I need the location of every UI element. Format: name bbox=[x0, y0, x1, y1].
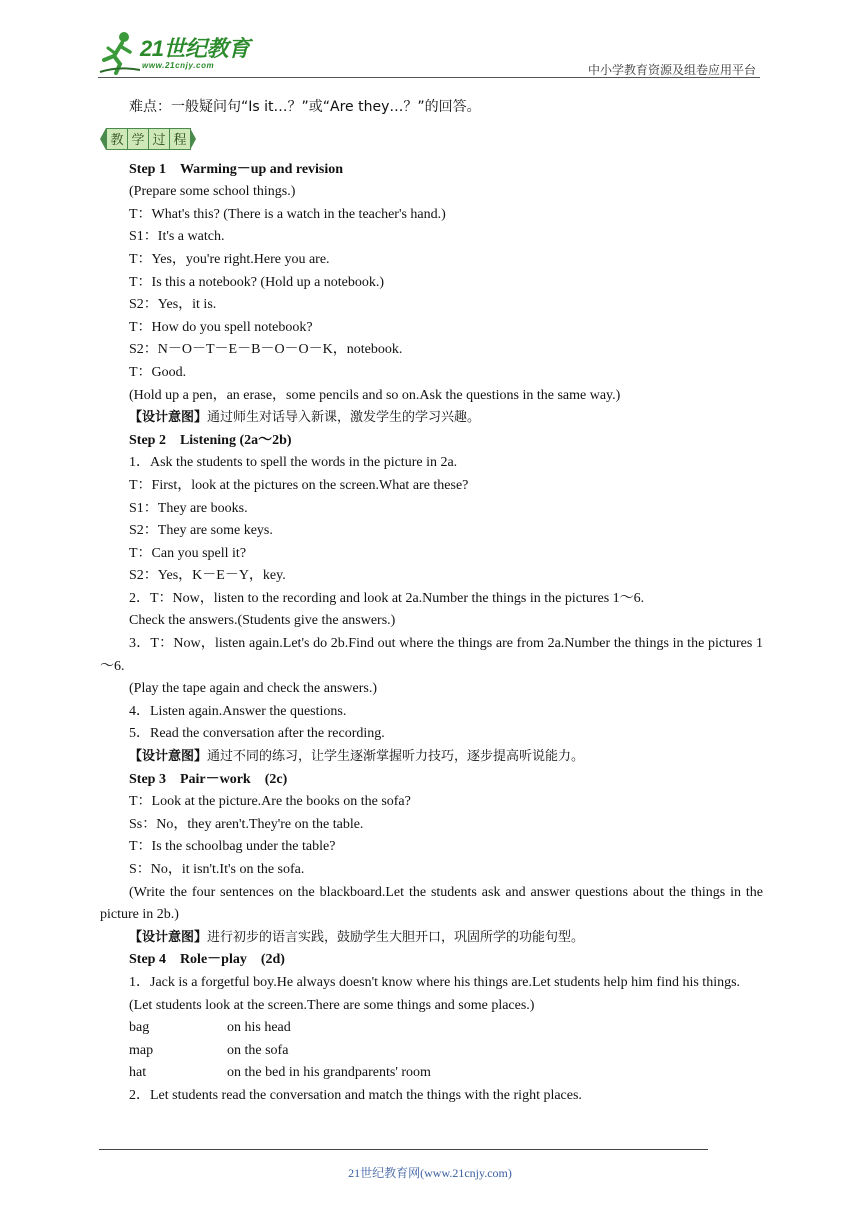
text-line: T：Look at the picture.Are the books on the sofa? bbox=[129, 794, 411, 810]
match-thing: bag bbox=[129, 1020, 150, 1036]
text-line: T：What's this? (There is a watch in the teacher's hand.) bbox=[129, 206, 446, 222]
footer-text[interactable]: 21世纪教育网(www.21cnjy.com) bbox=[348, 1166, 512, 1180]
step-heading: Step 1 Warming－up and revision bbox=[129, 161, 344, 177]
intent-label: 【设计意图】 bbox=[129, 410, 208, 426]
text-line: S：No，it isn't.It's on the sofa. bbox=[129, 862, 305, 877]
text-line: T：Good. bbox=[129, 364, 187, 380]
match-place: on his head bbox=[227, 1020, 291, 1036]
tag-char: 程 bbox=[169, 128, 191, 150]
platform-name: 中小学教育资源及组卷应用平台 bbox=[587, 63, 756, 77]
text-line: T：Is the schoolbag under the table? bbox=[129, 839, 336, 855]
text-line: 2．T：Now，listen to the recording and look at 2a.Number the things in the pictures 1～6. bbox=[129, 590, 645, 606]
logo-url: www.21cnjy.com bbox=[142, 61, 215, 70]
tag-right-arrow-icon bbox=[190, 128, 196, 150]
step-heading: Step 4 Role－play (2d) bbox=[129, 952, 285, 968]
text-line: T：Yes，you're right.Here you are. bbox=[129, 251, 330, 267]
text-line: T：Can you spell it? bbox=[129, 545, 247, 561]
tag-char: 教 bbox=[106, 128, 128, 150]
document-body bbox=[100, 96, 763, 1108]
text-line: S2：N－O－T－E－B－O－O－K，notebook. bbox=[129, 342, 403, 358]
runner-logo-icon bbox=[96, 30, 142, 76]
footer-divider bbox=[99, 1149, 708, 1150]
text-line: Check the answers.(Students give the answers.) bbox=[129, 613, 396, 629]
text-line: 3．T：Now，listen again.Let's do 2b.Find out where the things are from 2a.Number the things in the pictures 1～6. bbox=[100, 636, 763, 674]
text-line: T：How do you spell notebook? bbox=[129, 319, 313, 335]
text-line: S2：Yes，it is. bbox=[129, 297, 217, 313]
text-line: (Write the four sentences on the blackboard.Let the students ask and answer questions about the things in the picture in 2b.) bbox=[100, 884, 763, 923]
difficulty-line: 难点：一般疑问句“Is it…？”或“Are they…？”的回答。 bbox=[129, 99, 481, 115]
text-line: S1：It's a watch. bbox=[129, 229, 225, 245]
text-line: 1．Ask the students to spell the words in the picture in 2a. bbox=[129, 455, 458, 471]
text-line: S2：Yes，K－E－Y，key. bbox=[129, 568, 286, 584]
design-intent-line bbox=[100, 407, 763, 430]
intent-text: 通过师生对话导入新课，激发学生的学习兴趣。 bbox=[207, 410, 481, 426]
tag-char: 学 bbox=[127, 128, 149, 150]
site-logo[interactable] bbox=[96, 30, 266, 76]
match-table bbox=[100, 1017, 763, 1085]
text-line: 5．Read the conversation after the recording. bbox=[129, 726, 385, 742]
intent-text: 通过不同的练习，让学生逐渐掌握听力技巧，逐步提高听说能力。 bbox=[207, 749, 585, 765]
text-line: S1：They are books. bbox=[129, 500, 248, 516]
logo-text: 21世纪教育 bbox=[140, 36, 250, 61]
intent-text: 进行初步的语言实践，鼓励学生大胆开口，巩固所学的功能句型。 bbox=[207, 929, 585, 945]
lesson-steps bbox=[100, 159, 763, 1018]
tag-char: 过 bbox=[148, 128, 170, 150]
text-line: S2：They are some keys. bbox=[129, 523, 273, 539]
design-intent-line bbox=[100, 746, 763, 769]
step-heading: Step 3 Pair－work (2c) bbox=[129, 771, 288, 787]
match-row bbox=[100, 1017, 763, 1040]
text-line: 4．Listen again.Answer the questions. bbox=[129, 703, 347, 719]
intent-label: 【设计意图】 bbox=[129, 749, 208, 765]
step-heading: Step 2 Listening (2a～2b) bbox=[129, 432, 292, 448]
match-thing: map bbox=[129, 1042, 154, 1058]
section-tag bbox=[100, 127, 763, 151]
page-header bbox=[0, 0, 860, 80]
text-line: (Prepare some school things.) bbox=[129, 184, 296, 200]
text-line: T：First，look at the pictures on the screen.What are these? bbox=[129, 477, 469, 493]
header-divider bbox=[98, 77, 760, 78]
text-line: 1．Jack is a forgetful boy.He always doesn't know where his things are.Let students help him find his things. bbox=[129, 974, 741, 990]
text-line: (Let students look at the screen.There are some things and some places.) bbox=[129, 997, 535, 1013]
match-thing: hat bbox=[129, 1065, 147, 1081]
match-row bbox=[100, 1040, 763, 1063]
text-line: Ss：No，they aren't.They're on the table. bbox=[129, 816, 364, 832]
design-intent-line bbox=[100, 927, 763, 950]
text-line: (Play the tape again and check the answers.) bbox=[129, 681, 378, 697]
intent-label: 【设计意图】 bbox=[129, 929, 208, 945]
match-place: on the bed in his grandparents' room bbox=[227, 1065, 431, 1081]
text-line: T：Is this a notebook? (Hold up a notebook.) bbox=[129, 274, 385, 290]
text-line: (Hold up a pen，an erase，some pencils and so on.Ask the questions in the same way.) bbox=[129, 387, 621, 403]
match-row bbox=[100, 1062, 763, 1085]
match-place: on the sofa bbox=[227, 1042, 289, 1058]
text-line: 2．Let students read the conversation and match the things with the right places. bbox=[129, 1087, 582, 1103]
